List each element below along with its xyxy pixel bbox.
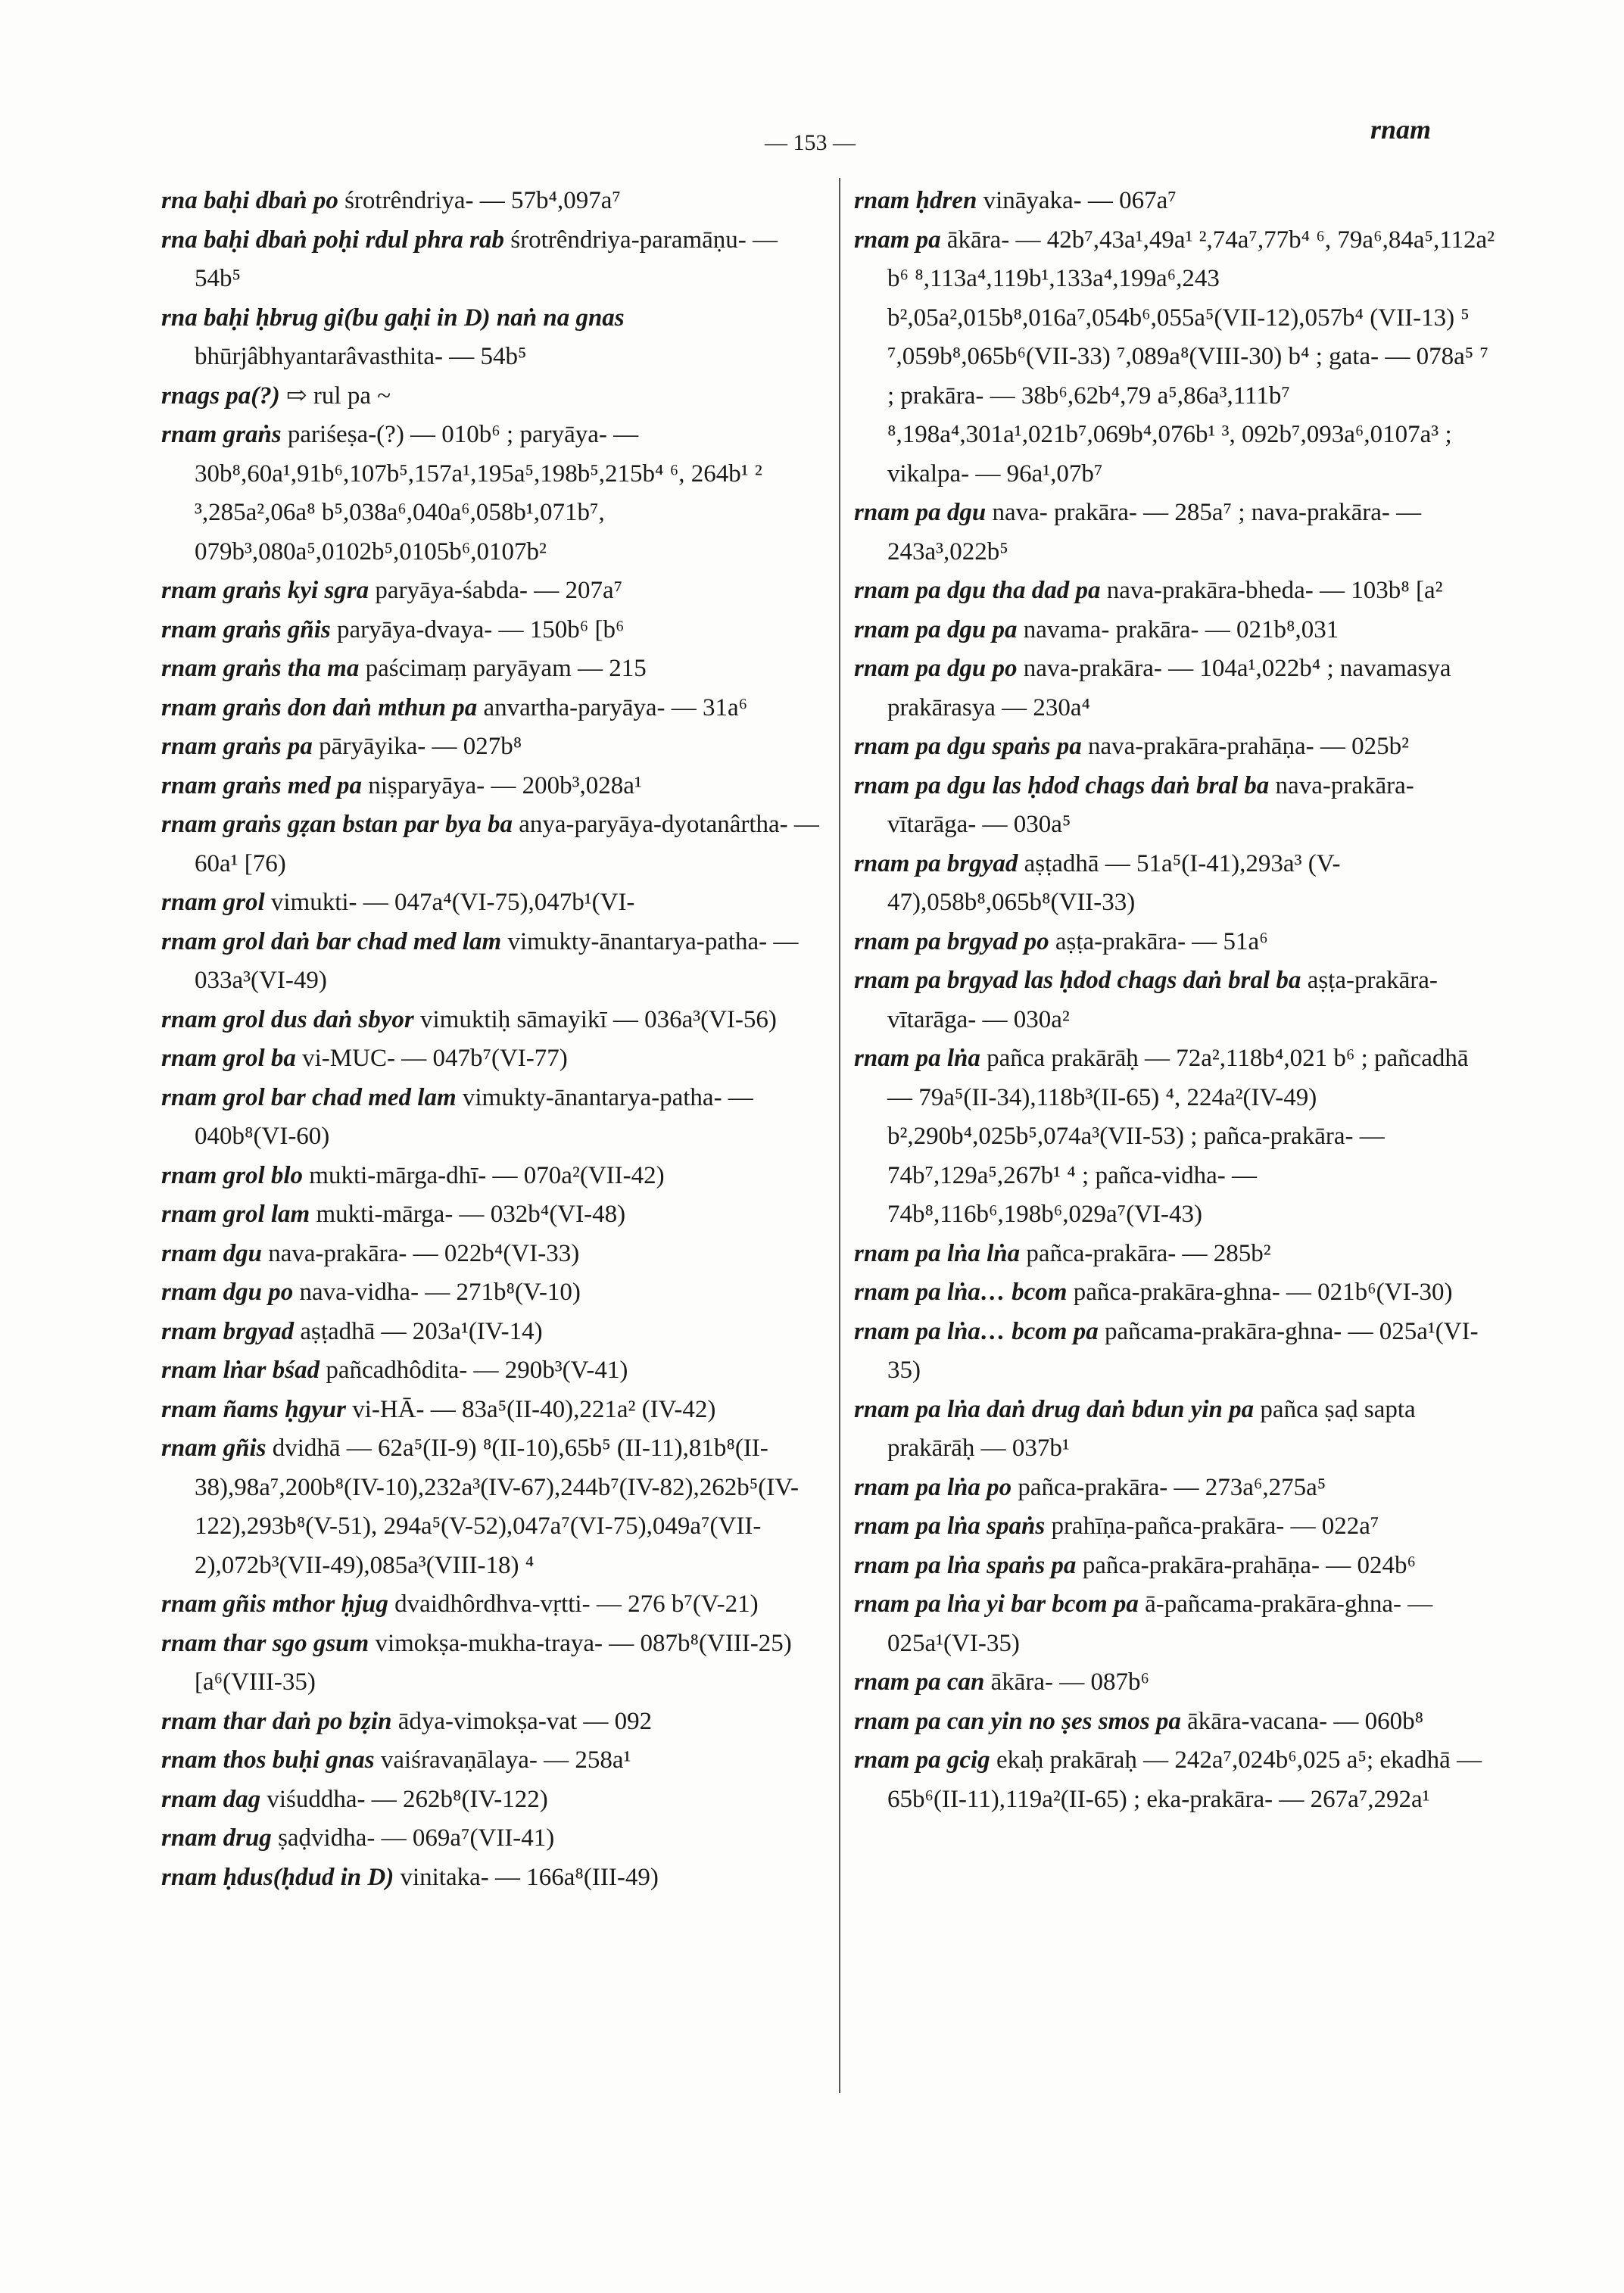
entry-definition: mukti-mārga- — 032b⁴(VI-48) [316, 1201, 626, 1228]
entry-headword: rnam grol ba [161, 1045, 296, 1072]
entry-definition: vimukty-ānantarya-patha- — 040b⁸(VI-60) [195, 1083, 753, 1150]
entry-definition: ākāra-vacana- — 060b⁸ [1187, 1707, 1424, 1735]
entry-headword: rnam pa dgu spaṅs pa [854, 733, 1082, 760]
entry-headword: rnam dag [161, 1785, 261, 1813]
entry-definition: vi-MUC- — 047b⁷(VI-77) [302, 1045, 568, 1072]
dictionary-entry [161, 883, 828, 923]
entry-headword: rnam pa lṅa… bcom pa [854, 1317, 1099, 1345]
dictionary-entry [161, 299, 828, 377]
dictionary-entry [161, 1625, 828, 1703]
dictionary-entry [854, 1663, 1498, 1703]
entry-definition: ṣaḍvidha- — 069a⁷(VII-41) [278, 1824, 555, 1852]
entry-headword: rnam graṅs gẓan bstan par bya ba [161, 811, 513, 838]
dictionary-entry [854, 1469, 1498, 1508]
entry-headword: rnam graṅs tha ma [161, 655, 360, 682]
dictionary-entry [161, 1351, 828, 1391]
entry-headword: rnam ñams ḥgyur [161, 1395, 346, 1423]
dictionary-entry [161, 377, 828, 416]
entry-definition: ekaḥ prakāraḥ — 242a⁷,024b⁶,025 a⁵; ekadhā — 65b⁶(II-11),119a²(II-65) ; eka-prakāra- — 267a⁷,292a¹ [887, 1746, 1482, 1813]
entry-headword: rnam grol bar chad med lam [161, 1083, 457, 1111]
dictionary-entry [854, 727, 1498, 767]
dictionary-entry [161, 1001, 828, 1040]
dictionary-entry [854, 1313, 1498, 1391]
dictionary-entry [161, 221, 828, 299]
entry-definition: nava- prakāra- — 285a⁷ ; nava-prakāra- — 243a³,022b⁵ [887, 499, 1422, 565]
entry-definition: paryāya-śabda- — 207a⁷ [375, 577, 623, 604]
entry-definition: pañca-prakāra-prahāṇa- — 024b⁶ [1082, 1551, 1416, 1579]
dictionary-entry [161, 416, 828, 572]
page-number: — 153 — [765, 130, 856, 155]
running-head: rnam [1370, 114, 1432, 145]
dictionary-entry [854, 1391, 1498, 1469]
column-divider [839, 178, 840, 2093]
entry-definition: navama- prakāra- — 021b⁸,031 [1023, 615, 1339, 643]
entry-headword: rnam lṅar bśad [161, 1357, 320, 1384]
dictionary-entry [161, 805, 828, 883]
entry-definition: prahīṇa-pañca-prakāra- — 022a⁷ [1051, 1513, 1379, 1540]
entry-definition: śrotrêndriya-paramāṇu- — 54b⁵ [195, 226, 778, 292]
entry-definition: aṣṭa-prakāra- — 51a⁶ [1055, 927, 1268, 955]
dictionary-entry [161, 1313, 828, 1352]
dictionary-entry [161, 689, 828, 728]
entry-headword: rnam pa lṅa… bcom [854, 1279, 1068, 1306]
entry-headword: rnam thar daṅ po bẓin [161, 1707, 392, 1735]
entry-definition: pañca-prakāra- — 273a⁶,275a⁵ [1018, 1473, 1326, 1501]
dictionary-entry [161, 1585, 828, 1625]
left-column [161, 182, 828, 1897]
entry-definition: ā-pañcama-prakāra-ghna- — 025a¹(VI-35) [887, 1590, 1433, 1657]
entry-headword: rnam graṅs [161, 421, 282, 448]
entry-definition: paścimaṃ paryāyam — 215 [365, 655, 647, 682]
entry-headword: rna baḥi dbaṅ po [161, 187, 338, 214]
entry-headword: rnam pa dgu pa [854, 615, 1018, 643]
entry-definition: nava-prakāra-bheda- — 103b⁸ [a² [1106, 577, 1443, 604]
dictionary-entry [161, 1858, 828, 1898]
dictionary-entry [161, 1391, 828, 1430]
entry-headword: rna baḥi ḥbrug gi(bu gaḥi in D) naṅ na gnas [161, 304, 625, 332]
dictionary-entry [161, 1195, 828, 1235]
entry-definition: niṣparyāya- — 200b³,028a¹ [368, 771, 642, 799]
entry-headword: rnam pa lṅa spaṅs pa [854, 1551, 1077, 1579]
dictionary-entry [854, 1703, 1498, 1742]
dictionary-entry [161, 767, 828, 806]
dictionary-entry [854, 1039, 1498, 1235]
dictionary-entry [161, 923, 828, 1001]
entry-headword: rnam pa [854, 226, 941, 254]
entry-headword: rnam ḥdren [854, 187, 977, 214]
dictionary-entry [161, 1703, 828, 1742]
entry-definition: aṣṭa-prakāra-vītarāga- — 030a² [887, 967, 1438, 1033]
dictionary-entry [854, 572, 1498, 611]
entry-definition: paryāya-dvaya- — 150b⁶ [b⁶ [337, 615, 625, 643]
entry-definition: anya-paryāya-dyotanârtha- — 60a¹ [76) [195, 811, 819, 877]
entry-definition: aṣṭadhā — 51a⁵(I-41),293a³ (V-47),058b⁸,065b⁸(VII-33) [887, 849, 1341, 916]
entry-definition: vimokṣa-mukha-traya- — 087b⁸(VIII-25) [a⁶(VIII-35) [195, 1629, 792, 1696]
dictionary-entry [854, 182, 1498, 221]
entry-headword: rnam ḥdus(ḥdud in D) [161, 1863, 394, 1891]
entry-headword: rnam pa dgu po [854, 655, 1018, 682]
entry-headword: rnam grol daṅ bar chad med lam [161, 927, 502, 955]
entry-headword: rnam grol [161, 889, 265, 916]
dictionary-entry [161, 1157, 828, 1196]
dictionary-entry [161, 182, 828, 221]
entry-definition: vaiśravaṇālaya- — 258a¹ [380, 1746, 631, 1774]
entry-definition: mukti-mārga-dhī- — 070a²(VII-42) [309, 1161, 665, 1189]
dictionary-entry [854, 1585, 1498, 1663]
entry-headword: rna baḥi dbaṅ poḥi rdul phra rab [161, 226, 504, 254]
right-column [854, 182, 1498, 1819]
dictionary-entry [161, 727, 828, 767]
entry-definition: bhūrjâbhyantarâvasthita- — 54b⁵ [195, 343, 527, 370]
entry-headword: rnam graṅs kyi sgra [161, 577, 369, 604]
dictionary-entry [854, 221, 1498, 494]
entry-headword: rnam dgu [161, 1239, 262, 1267]
entry-definition: nava-prakāra- — 104a¹,022b⁴ ; navamasya prakārasya — 230a⁴ [887, 655, 1451, 721]
dictionary-entry [161, 1741, 828, 1781]
entry-definition: pañca-prakāra-ghna- — 021b⁶(VI-30) [1073, 1279, 1453, 1306]
entry-headword: rnam pa gcig [854, 1746, 990, 1774]
dictionary-entry [854, 1507, 1498, 1547]
entry-definition: pañcadhôdita- — 290b³(V-41) [326, 1357, 628, 1384]
entry-headword: rnam thar sgo gsum [161, 1629, 369, 1657]
entry-headword: rnam pa lṅa [854, 1045, 980, 1072]
entry-definition: nava-prakāra- — 022b⁴(VI-33) [268, 1239, 580, 1267]
entry-headword: rnam pa dgu [854, 499, 987, 526]
entry-definition: dvidhā — 62a⁵(II-9) ⁸(II-10),65b⁵ (II-11),81b⁸(II-38),98a⁷,200b⁸(IV-10),232a³(IV-67),244b⁷(IV-82),262b⁵(IV-122),293b⁸(V-51), 294a⁵(V-52),047a⁷(VI-75),049a⁷(VII-2),072b³(VII-49),085a³(VIII-18) ⁴ [195, 1435, 799, 1579]
entry-definition: ⇨ rul pa ~ [286, 382, 391, 410]
dictionary-entry [854, 923, 1498, 962]
dictionary-entry [161, 572, 828, 611]
entry-definition: vi-HĀ- — 83a⁵(II-40),221a² (IV-42) [352, 1395, 716, 1423]
entry-definition: pañca ṣaḍ sapta prakārāḥ — 037b¹ [887, 1395, 1416, 1462]
entry-definition: nava-vidha- — 271b⁸(V-10) [299, 1279, 581, 1306]
entry-definition: vimukty-ānantarya-patha- — 033a³(VI-49) [195, 927, 799, 994]
dictionary-entry [854, 1741, 1498, 1819]
dictionary-entry [161, 1039, 828, 1079]
entry-headword: rnam pa dgu las ḥdod chags daṅ bral ba [854, 771, 1270, 799]
entry-definition: ākāra- — 087b⁶ [990, 1668, 1150, 1696]
dictionary-entry [161, 650, 828, 689]
dictionary-entry [161, 1429, 828, 1585]
entry-headword: rnam graṅs don daṅ mthun pa [161, 693, 478, 721]
entry-definition: pañca-prakāra- — 285b² [1026, 1239, 1271, 1267]
dictionary-entry [161, 1235, 828, 1274]
dictionary-entry [854, 961, 1498, 1039]
entry-headword: rnam graṅs gñis [161, 615, 331, 643]
entry-headword: rnam pa lṅa po [854, 1473, 1012, 1501]
dictionary-entry [854, 767, 1498, 845]
entry-headword: rnam pa brgyad las ḥdod chags daṅ bral ba [854, 967, 1301, 994]
dictionary-entry [161, 1273, 828, 1313]
entry-headword: rnam pa can yin no ṣes smos pa [854, 1707, 1181, 1735]
entry-definition: pañca prakārāḥ — 72a²,118b⁴,021 b⁶ ; pañcadhā — 79a⁵(II-34),118b³(II-65) ⁴, 224a²(IV-49) b²,290b⁴,025b⁵,074a³(VII-53) ; pañca-prakāra- — 74b⁷,129a⁵,267b¹ ⁴ ; pañca-vidha- — 74b⁸,116b⁶,198b⁶,029a⁷(VI-43) [887, 1045, 1469, 1228]
entry-definition: pāryāyika- — 027b⁸ [319, 733, 522, 760]
entry-definition: vināyaka- — 067a⁷ [983, 187, 1177, 214]
dictionary-entry [161, 611, 828, 650]
entry-headword: rnam pa lṅa lṅa [854, 1239, 1021, 1267]
entry-headword: rnam gñis [161, 1435, 267, 1462]
entry-definition: pariśeṣa-(?) — 010b⁶ ; paryāya- — 30b⁸,60a¹,91b⁶,107b⁵,157a¹,195a⁵,198b⁵,215b⁴ ⁶, 264b¹ ² ³,285a²,06a⁸ b⁵,038a⁶,040a⁶,058b¹,071b⁷, 079b³,080a⁵,0102b⁵,0105b⁶,0107b² [195, 421, 762, 565]
entry-headword: rnam drug [161, 1824, 272, 1852]
entry-headword: rnam graṅs pa [161, 733, 313, 760]
entry-headword: rnam graṅs med pa [161, 771, 362, 799]
entry-headword: rnam pa can [854, 1668, 985, 1696]
entry-headword: rnam grol blo [161, 1161, 304, 1189]
entry-headword: rnam pa brgyad [854, 849, 1018, 877]
dictionary-entry [854, 650, 1498, 727]
entry-definition: nava-prakāra-prahāṇa- — 025b² [1088, 733, 1410, 760]
entry-headword: rnam dgu po [161, 1279, 294, 1306]
entry-headword: rnam brgyad [161, 1317, 295, 1345]
entry-headword: rnam pa brgyad po [854, 927, 1049, 955]
entry-headword: rnam pa dgu tha dad pa [854, 577, 1101, 604]
entry-definition: vimuktiḥ sāmayikī — 036a³(VI-56) [420, 1005, 777, 1033]
entry-definition: viśuddha- — 262b⁸(IV-122) [267, 1785, 548, 1813]
dictionary-entry [161, 1781, 828, 1820]
entry-headword: rnam pa lṅa yi bar bcom pa [854, 1590, 1139, 1618]
dictionary-entry [854, 1235, 1498, 1274]
entry-definition: vinitaka- — 166a⁸(III-49) [400, 1863, 659, 1891]
dictionary-entry [854, 1547, 1498, 1586]
entry-definition: ākāra- — 42b⁷,43a¹,49a¹ ²,74a⁷,77b⁴ ⁶, 79a⁶,84a⁵,112a² b⁶ ⁸,113a⁴,119b¹,133a⁴,199a⁶,243 b²,05a²,015b⁸,016a⁷,054b⁶,055a⁵(VII-12),057b⁴ (VII-13) ⁵ ⁷,059b⁸,065b⁶(VII-33) ⁷,089a⁸(VIII-30) b⁴ ; gata- — 078a⁵ ⁷ ; prakāra- — 38b⁶,62b⁴,79 a⁵,86a³,111b⁷ ⁸,198a⁴,301a¹,021b⁷,069b⁴,076b¹ ³, 092b⁷,093a⁶,0107a³ ; vikalpa- — 96a¹,07b⁷ [887, 226, 1495, 488]
dictionary-entry [854, 845, 1498, 923]
dictionary-entry [854, 1273, 1498, 1313]
entry-definition: vimukti- — 047a⁴(VI-75),047b¹(VI- [270, 889, 635, 916]
entry-definition: nava-prakāra-vītarāga- — 030a⁵ [887, 771, 1414, 838]
entry-headword: rnam grol lam [161, 1201, 310, 1228]
entry-headword: rnam pa lṅa daṅ drug daṅ bdun yin pa [854, 1395, 1255, 1423]
dictionary-entry [161, 1079, 828, 1157]
entry-headword: rnam gñis mthor ḥjug [161, 1590, 388, 1618]
entry-definition: aṣṭadhā — 203a¹(IV-14) [300, 1317, 543, 1345]
dictionary-entry [854, 611, 1498, 650]
entry-headword: rnam pa lṅa spaṅs [854, 1513, 1046, 1540]
dictionary-entry [161, 1819, 828, 1858]
entry-headword: rnags pa(?) [161, 382, 280, 410]
entry-headword: rnam grol dus daṅ sbyor [161, 1005, 414, 1033]
entry-headword: rnam thos buḥi gnas [161, 1746, 375, 1774]
entry-definition: pañcama-prakāra-ghna- — 025a¹(VI-35) [887, 1317, 1479, 1384]
entry-definition: ādya-vimokṣa-vat — 092 [397, 1707, 653, 1735]
entry-definition: anvartha-paryāya- — 31a⁶ [483, 693, 748, 721]
dictionary-entry [854, 494, 1498, 572]
entry-definition: śrotrêndriya- — 57b⁴,097a⁷ [344, 187, 621, 214]
entry-definition: dvaidhôrdhva-vṛtti- — 276 b⁷(V-21) [394, 1590, 759, 1618]
